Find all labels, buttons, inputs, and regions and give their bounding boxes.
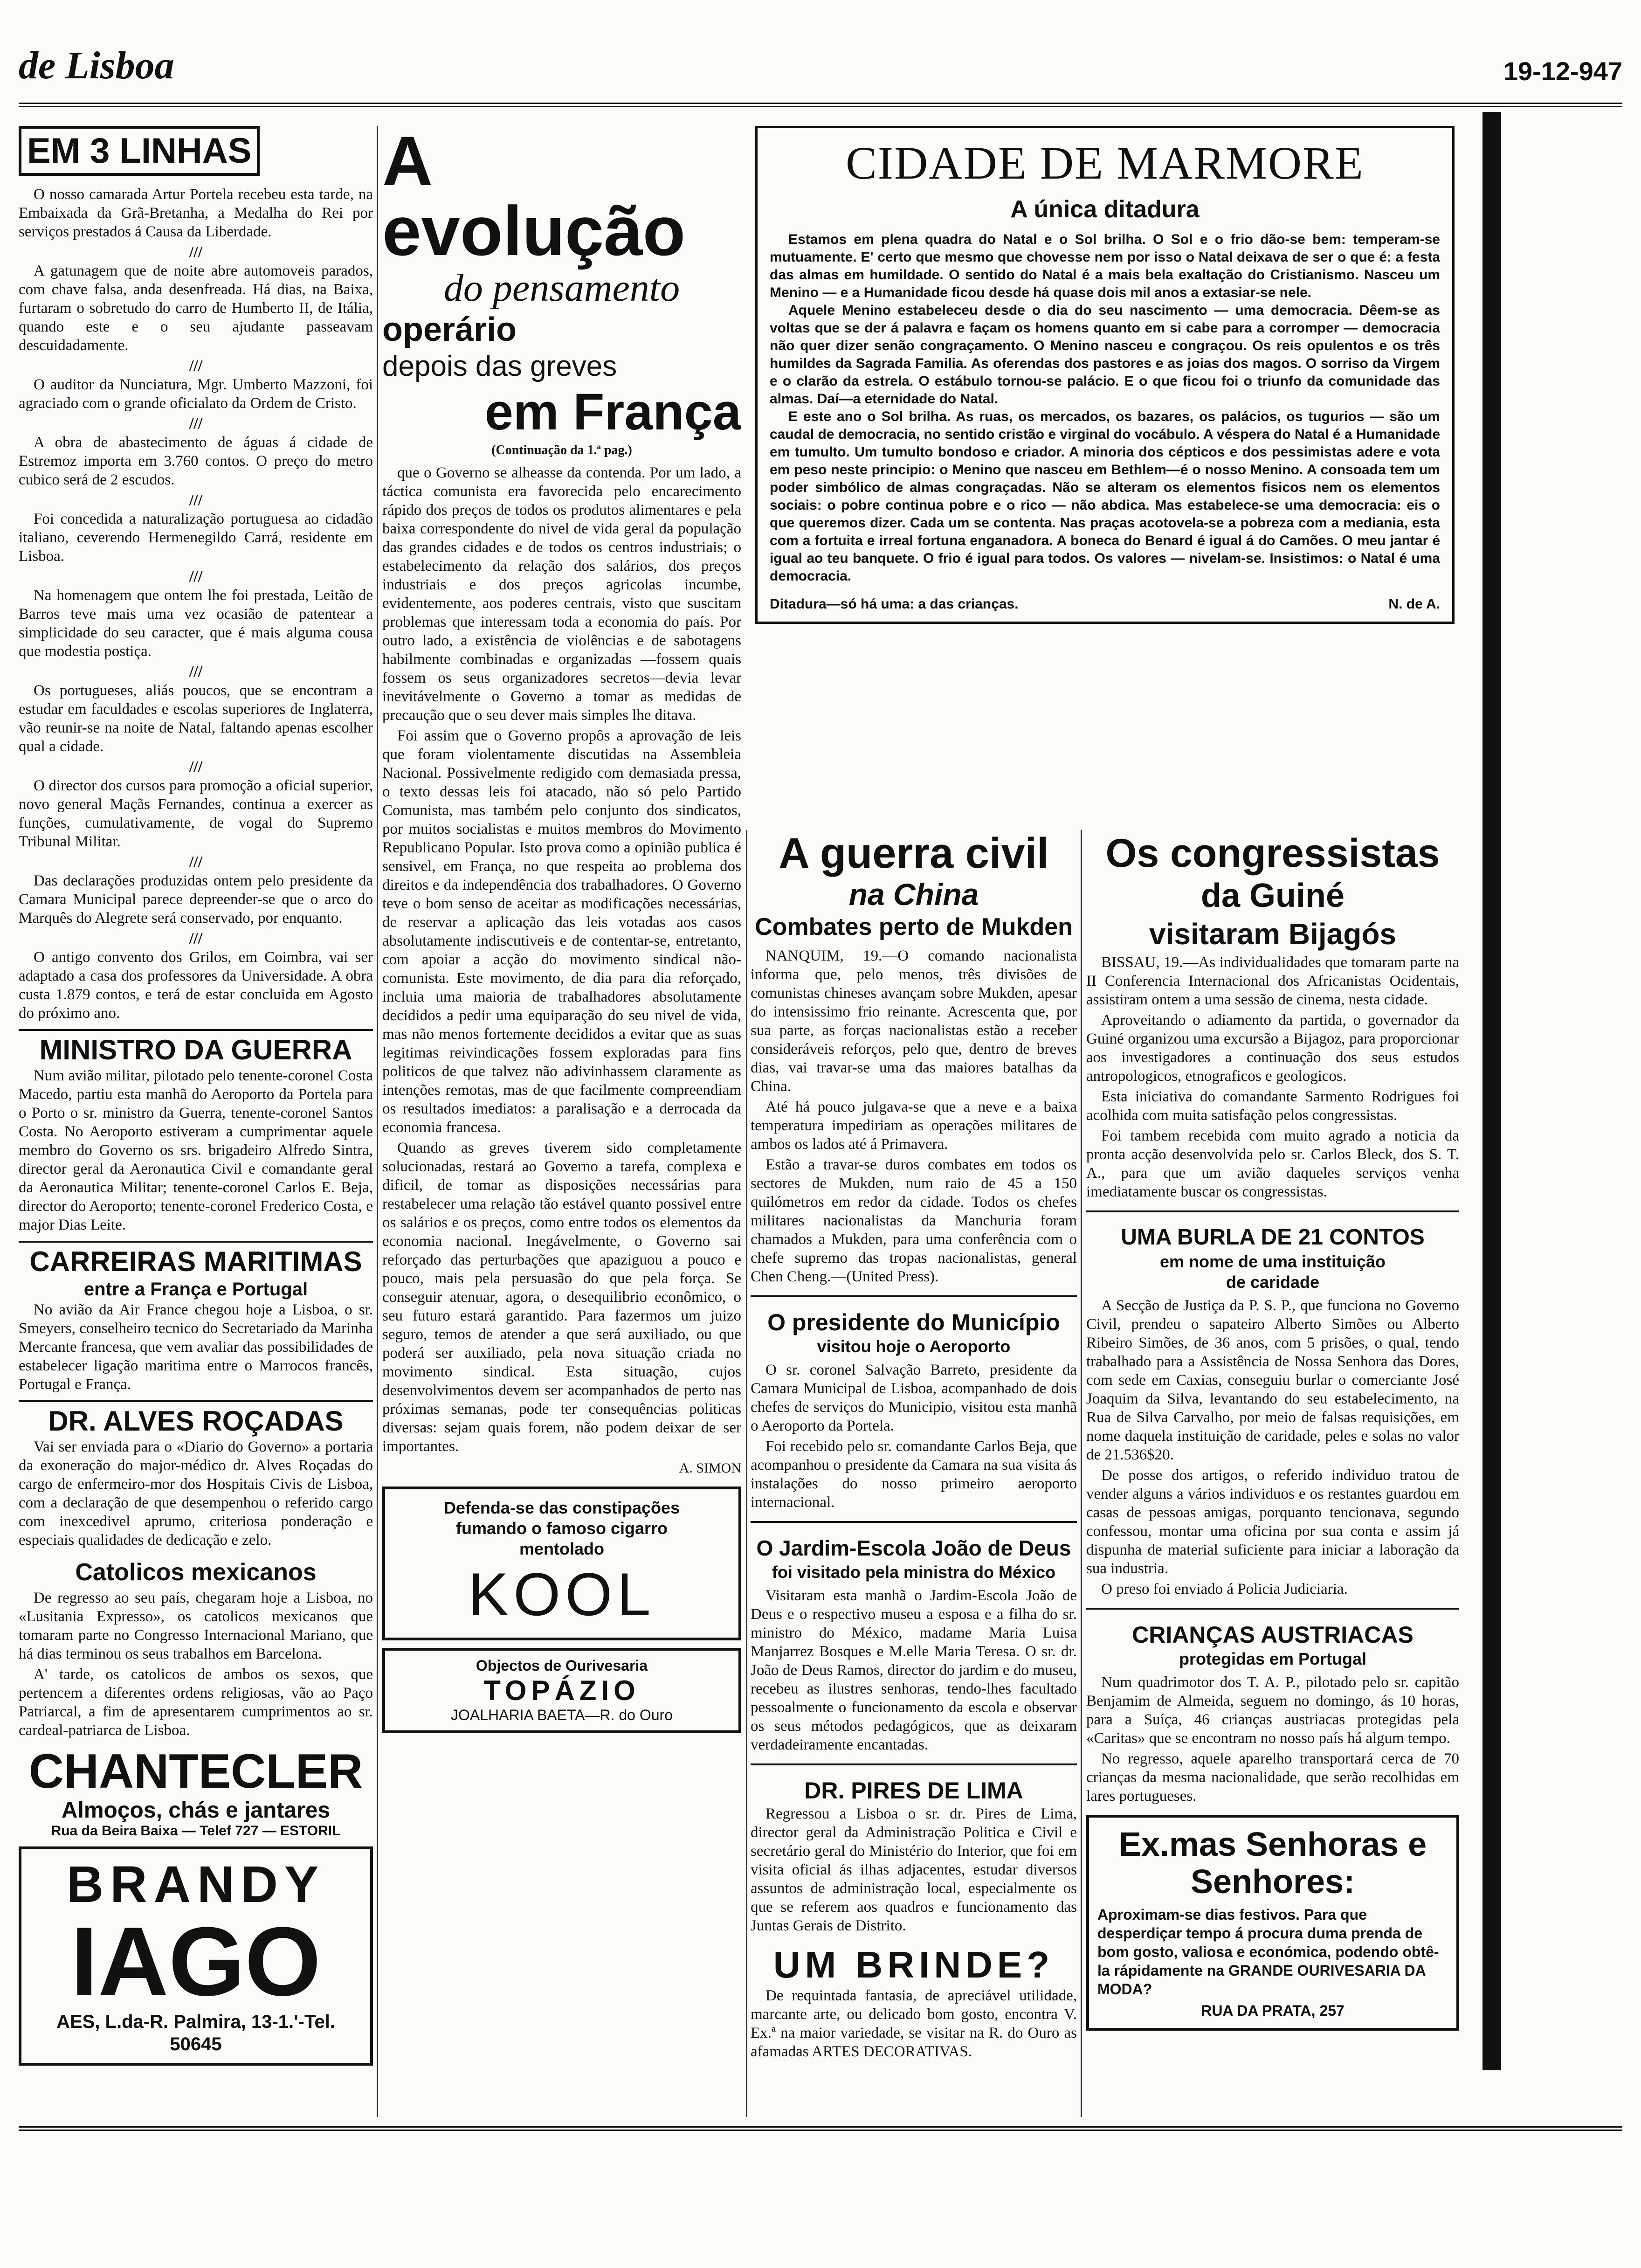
congressistas-paragraph-3: Esta iniciativa do comandante Sarmento Rodrigues foi acolhida com muita satisfação pelos congressistas. — [1086, 1088, 1459, 1124]
carreiras-subtitle: entre a França e Portugal — [83, 1279, 308, 1300]
continuation-note: (Continuação da 1.ª pag.) — [491, 443, 632, 457]
jardim-body: Visitaram esta manhã o Jardim-Escola João de Deus e o respectivo museu a esposa e a filha do sr. ministro do México, madame Maria Luisa Manjarrez Bosques e M.elle Maria Teresa. O sr. dr. João de Deus Ramos, director do jardim e do museu, recebeu as ilustres senhoras, tendo-lhes facultado pessoalmente o funcionamento da escola e observar os seus métodos pedagógicos, que as deixaram verdadeiramente encantadas. — [751, 1587, 1077, 1753]
criancas-subtitle: protegidas em Portugal — [1179, 1649, 1367, 1668]
evolucao-paragraph-1: que o Governo se alheasse da contenda. Por um lado, a táctica comunista era favorecida pelo encarecimento rápido dos preços de todos os produtos alimentares e pela baixa correspondente do nivel de vida geral da população das grandes cidades e de todos os centros industriais; o estabelecimento da relação dos salários, dos preços industriais e dos preços agricolas incumbe, evidentemente, aos poderes centrais, visto que suscitam problemas que interessam toda a economia do país. Por outro lado, a existência de violências e de sabotagens habilmente combinadas e organizadas —fossem quais fossem os seus organizadores secretos—devia levar inevitávelmente o Governo a tomar as medidas de precaução que o seu dever mais simples lhe ditava. — [382, 464, 741, 724]
ministro-title: MINISTRO DA GUERRA — [19, 1029, 373, 1066]
catolicos-title: Catolicos mexicanos — [75, 1559, 317, 1586]
guerra-paragraph-1: NANQUIM, 19.—O comando nacionalista informa que, pelo menos, três divisões de comunistas chineses avançam sobre Mukden, apesar do intensissimo frio reinante. Acrescenta que, por sua parte, as forças nacionalistas estão a receber consideráveis reforços, pelo que, dentro de breves dias, vai travar-se uma das maiores batalhas da China. — [751, 947, 1077, 1095]
brief-item: Das declarações produzidas ontem pelo presidente da Camara Municipal parece depreender-se que o arco do Marquês do Alegrete será conservado, por enquanto. — [19, 872, 373, 927]
evolucao-headline-2: do pensamento — [443, 266, 680, 310]
burla-paragraph-1: A Secção de Justiça da P. S. P., que funciona no Governo Civil, prendeu o sapateiro Alberto Simões ou Alberto Ribeiro Simões, de 36 anos, com 5 prisões, o qual, tendo trabalhado para a Assistência de Nossa Senhora das Dores, com sede em Caxias, conseguiu burlar o comerciante José Joaquim da Silva, levantando do seu estabelecimento, na Rua de Silva Carvalho, por meio de falsas requisições, em nome daquela instituição de caridade, peles e solas no valor de 21.536$20. — [1086, 1297, 1459, 1463]
burla-paragraph-3: O preso foi enviado á Policia Judiciaria. — [1101, 1581, 1348, 1597]
kool-line-3: mentolado — [519, 1539, 604, 1558]
brief-item: Na homenagem que ontem lhe foi prestada, Leitão de Barros teve mais uma vez ocasião de patentear a simplicidade do seu caracter, que é mais alguma cousa que modestia postiça. — [19, 587, 373, 660]
brief-item: A obra de abastecimento de águas á cidade de Estremoz importa em 3.760 contos. O preço do metro cubico será de 2 escudos. — [19, 434, 373, 488]
divider-1 — [377, 126, 378, 2117]
ourivesaria-body: Aproximam-se dias festivos. Para que desperdiçar tempo á procura duma prenda de bom gosto, valiosa e económica, podendo obtê-la rápidamente na GRANDE OURIVESARIA DA MODA? — [1097, 1906, 1439, 1998]
guerra-headline-1: A guerra civil — [779, 830, 1049, 877]
topazio-line-3: JOALHARIA BAETA—R. do Ouro — [450, 1707, 673, 1723]
congressistas-headline-3: visitaram Bijagós — [1149, 917, 1396, 951]
congressistas-paragraph-2: Aproveitando o adiamento da partida, o governador da Guiné organizou uma excursão a Bijagoz, para proporcionar aos investigadores a continuação dos seus estudos antropologicos, etnograficos e geologicos. — [1086, 1012, 1459, 1085]
catolicos-body-2: A' tarde, os catolicos de ambos os sexos, que pertencem a diferentes ordens religiosas, vão ao Paço Patriarcal, a fim de apresentarem cumprimentos ao sr. cardeal-patriarca de Lisboa. — [19, 1666, 373, 1739]
presidente-title: O presidente do Município — [767, 1309, 1060, 1335]
divider-2 — [746, 830, 747, 2117]
ourivesaria-ad — [1086, 1815, 1459, 2031]
alves-title: DR. ALVES ROÇADAS — [19, 1400, 373, 1438]
kool-line-1: Defenda-se das constipações — [443, 1498, 680, 1517]
brinde-title: UM BRINDE? — [773, 1944, 1055, 1985]
divider-3 — [1081, 830, 1082, 2117]
congressistas-headline-2: da Guiné — [1200, 877, 1345, 914]
item-separator: /// — [189, 758, 203, 775]
evolucao-headline-4: depois das greves — [382, 350, 617, 382]
presidente-subtitle: visitou hoje o Aeroporto — [817, 1337, 1011, 1356]
kool-ad — [382, 1487, 741, 1640]
guerra-headline-3: Combates perto de Mukden — [755, 913, 1073, 940]
congressistas-headline-1: Os congressistas — [1105, 831, 1440, 876]
item-separator: /// — [189, 930, 203, 947]
brinde-body: De requintada fantasia, de apreciável utilidade, marcante arte, ou delicado bom gosto, encontra V. Ex.ª na maior variedade, se visitar na R. do Ouro as afamadas ARTES DECORATIVAS. — [751, 1987, 1077, 2060]
brief-item: O antigo convento dos Grilos, em Coimbra, vai ser adaptado a casa dos professores da Universidade. A obra custa 1.879 contos, e terá de estar concluida em Agosto do próximo ano. — [19, 949, 373, 1022]
brief-item: Os portugueses, aliás poucos, que se encontram a estudar em faculdades e escolas superiores de Inglaterra, vão reunir-se na noite de Natal, faltando apenas escolher qual a cidade. — [19, 682, 373, 755]
item-separator: /// — [189, 853, 203, 871]
criancas-title: CRIANÇAS AUSTRIACAS — [1132, 1622, 1413, 1648]
presidente-body-1: O sr. coronel Salvação Barreto, presidente da Camara Municipal de Lisboa, acompanhado de dois chefes de serviços do Municipio, visitou esta manhã o Aeroporto da Portela. — [751, 1362, 1077, 1434]
evolucao-signature: A. SIMON — [679, 1460, 741, 1476]
rule-jardim — [751, 1521, 1077, 1523]
item-separator: /// — [189, 357, 203, 374]
brandy-ad — [19, 1846, 373, 2066]
item-separator: /// — [189, 243, 203, 261]
burla-title: UMA BURLA DE 21 CONTOS — [1121, 1225, 1425, 1250]
top-rule — [19, 103, 1622, 107]
jardim-subtitle: foi visitado pela ministra do México — [772, 1563, 1056, 1582]
topazio-line-1: Objectos de Ourivesaria — [476, 1657, 648, 1674]
topazio-name: TOPÁZIO — [483, 1675, 640, 1706]
criancas-body-2: No regresso, aquele aparelho transportará cerca de 70 crianças da mesma nacionalidade, que serão recolhidas em lares portugueses. — [1086, 1750, 1459, 1805]
masthead — [19, 37, 1622, 112]
congressistas-paragraph-4: Foi tambem recebida com muito agrado a noticia da pronta acção desenvolvida pelo sr. Carlos Bleck, dos S. T. A., para que um avião daqueles serviços venha imediatamente buscar os congressistas. — [1086, 1127, 1459, 1200]
cidade-paragraph-1: Estamos em plena quadra do Natal e o Sol brilha. O Sol e o frio dão-se bem: temperam-se mutuamente. E' certo que mesmo que chovesse nem por isso o Natal deixava de ser o que é: a festa das almas em humildade. O sentido do Natal é a mais bela exaltação do Cristianismo. Nasceu um Menino — e a Humanidade ficou desde há quase dois mil anos a extasiar-se nele. — [770, 232, 1440, 300]
alves-body: Vai ser enviada para o «Diario do Governo» a portaria da exoneração do major-médico dr. Alves Roçadas do cargo de enfermeiro-mor dos Hospitais Civis de Lisboa, com a declaração de que desempenhou o referido cargo com inexcedivel aprumo, criteriosa ponderação e especiais qualidades de dedicação e zelo. — [19, 1438, 373, 1549]
page-edge-bar — [1482, 112, 1501, 2070]
chantecler-name: CHANTECLER — [28, 1744, 363, 1798]
brief-item: O director dos cursos para promoção a oficial superior, novo general Maçãs Fernandes, continua a exercer as funções, cumulativamente, de vogal do Supremo Tribunal Militar. — [19, 777, 373, 850]
guerra-paragraph-3: Estão a travar-se duros combates em todos os sectores de Mukden, num raio de 45 a 150 quilómetros em redor da cidade. Todos os chefes militares nacionalistas da Manchuria foram chamados a Mukden, para uma conferência com o chefe supremo das tropas nacionalistas, general Chen Cheng.—(United Press). — [751, 1156, 1077, 1285]
item-separator: /// — [189, 415, 203, 432]
brandy-line-1: BRANDY — [66, 1856, 325, 1913]
brandy-line-2: IAGO — [70, 1907, 321, 2016]
chantecler-ad — [19, 1745, 373, 1839]
evolucao-headline-5: em França — [484, 383, 741, 441]
cidade-frame — [755, 126, 1455, 624]
rule-criancas — [1086, 1608, 1459, 1610]
cidade-de-marmore-box — [755, 126, 1455, 802]
em-3-linhas-title: EM 3 LINHAS — [19, 126, 260, 176]
item-separator: /// — [189, 663, 203, 680]
cidade-paragraph-2: Aquele Menino estabeleceu desde o dia do seu nascimento — uma democracia. Dêem-se as voltas que se der á palavra e façam os homens quanto em si cabe para a corromper — democracia não quer dizer senão congraçamento. O Menino nasceu e congraçou. Os reis opulentos e os três humildes da Sagrada Familia. As oferendas dos pastores e as joias dos magos. O sorriso da Virgem e o clarão da estrela. O estábulo tornou-se palácio. E o que ficou foi o triunfo da comunidade das almas. Daí—a eternidade do Natal. — [770, 303, 1440, 407]
rule-pires — [751, 1763, 1077, 1765]
congressistas-paragraph-1: BISSAU, 19.—As individualidades que tomaram parte na II Conferencia Internacional dos Africanistas Ocidentais, assistiram ontem a uma sessão de cinema, nesta cidade. — [1086, 954, 1459, 1008]
column-evolucao — [382, 126, 741, 2117]
rule-burla — [1086, 1210, 1459, 1212]
brandy-line-3: AES, L.da-R. Palmira, 13-1.'-Tel. 50645 — [56, 2012, 335, 2054]
evolucao-headline-3: operário — [382, 311, 517, 348]
ourivesaria-address: RUA DA PRATA, 257 — [1201, 2002, 1345, 2019]
ourivesaria-title: Ex.mas Senhoras e Senhores: — [1118, 1826, 1427, 1901]
chantecler-line-2: Rua da Beira Baixa — Telef 727 — ESTORIL — [51, 1823, 341, 1839]
burla-subtitle-2: de caridade — [1226, 1272, 1320, 1292]
ministro-body: Num avião militar, pilotado pelo tenente-coronel Costa Macedo, partiu esta manhã do Aeroporto da Portela para o Porto o sr. ministro da Guerra, tenente-coronel Santos Costa. No Aeroporto estiveram a cumprimentar aquele membro do Governo os srs. brigadeiro Alfredo Sintra, director geral da Aeronautica Civil e comandante geral da Aeronautica Militar; tenente-coronel Carlos E. Beja, director do Aeroporto; tenente-coronel Frederico Costa, e major Dias Leite. — [19, 1067, 373, 1233]
evolucao-paragraph-2: Foi assim que o Governo propôs a aprovação de leis que foram violentamente discutidas na Assembleia Nacional. Possivelmente redigido com demasiada pressa, o texto dessas leis foi atacado, não só pelo Partido Comunista, mas também pelo conjunto dos sindicatos, por muitos socialistas e muitos membros do Movimento Republicano Popular. Isto prova como a opinião publica é sensivel, em França, no que respeita ao problema dos direitos e da independência dos trabalhadores. O Governo teve o bom senso de aceitar as modificações necessárias, de reservar a aplicação das leis votadas aos casos absolutamente indiscutiveis e de contentar-se, entretanto, com apoiar a acção do movimento sindical não-comunista. Este movimento, de dia para dia reforçado, incluia uma maioria de trabalhadores absolutamente decididos a pedir uma equiparação do seu nivel de vida, mas não menos fortemente decididos a evitar que as suas legitimas reivindicações fossem exploradas para fins politicos de que talvez não adivinhassem claramente as intenções remotas, mas de que facilmente compreendiam os resultados imediatos: a paralisação e a derrocada da economia francesa. — [382, 727, 741, 1136]
column-china — [751, 830, 1077, 2117]
pires-title: DR. PIRES DE LIMA — [804, 1777, 1023, 1804]
presidente-body-2: Foi recebido pelo sr. comandante Carlos Beja, que acompanhou o presidente da Camara na sua visita ás instalações do nosso primeiro aeroporto internacional. — [751, 1438, 1077, 1511]
em-3-linhas-items — [19, 185, 373, 1023]
issue-date: 19-12-947 — [1503, 56, 1622, 86]
cidade-subtitle: A única ditadura — [1010, 196, 1200, 223]
newspaper-title: de Lisboa — [19, 44, 174, 87]
rule-presidente — [751, 1295, 1077, 1297]
bottom-rule — [19, 2126, 1622, 2131]
topazio-ad — [382, 1648, 741, 1733]
cidade-author: N. de A. — [1388, 596, 1440, 612]
pires-body: Regressou a Lisboa o sr. dr. Pires de Lima, director geral da Administração Politica e Civil e secretário geral do Ministério do Interior, que foi em visita oficial ás ilhas adjacentes, estudar diversos assuntos de administração local, especialmente os que se referem aos quadros e funcionamento das Juntas Gerais de Distrito. — [751, 1805, 1077, 1934]
burla-paragraph-2: De posse dos artigos, o referido individuo tratou de vender alguns a vários individuos e os restantes guardou em casas de pessoas amigas, porquanto tencionava, segundo confessou, montar uma oficina por sua conta e assim já dispunha de material suficiente para iniciar a laboração da sua industria. — [1086, 1467, 1459, 1577]
kool-line-2: fumando o famoso cigarro — [455, 1519, 668, 1538]
evolucao-headline-1: A evolução — [382, 126, 686, 270]
column-guine — [1086, 830, 1459, 2117]
carreiras-title: CARREIRAS MARITIMAS — [19, 1241, 373, 1278]
catolicos-body-1: De regresso ao seu país, chegaram hoje a Lisboa, no «Lusitania Expresso», os catolicos mexicanos que tomaram parte no Congresso Internacional Mariano, que há dias terminou os seus trabalhos em Barcelona. — [19, 1590, 373, 1662]
chantecler-line-1: Almoços, chás e jantares — [61, 1798, 331, 1823]
criancas-body-1: Num quadrimotor dos T. A. P., pilotado pelo sr. capitão Benjamim de Almeida, seguem no domingo, ás 10 horas, para a Suíça, 46 crianças austriacas protegidas pela «Caritas» que se encontram no nosso país há algum tempo. — [1086, 1674, 1459, 1747]
cidade-closing-line: Ditadura—só há uma: a das crianças. — [770, 596, 1019, 612]
jardim-title: O Jardim-Escola João de Deus — [756, 1536, 1071, 1560]
brief-item: O auditor da Nunciatura, Mgr. Umberto Mazzoni, foi agraciado com o grande oficialato da Ordem de Cristo. — [19, 376, 373, 412]
cidade-paragraph-3: E este ano o Sol brilha. As ruas, os mercados, os bazares, os palácios, os tugurios — são um caudal de democracia, no sentido cristão e virginal do vocábulo. A véspera do Natal é a Humanidade em tumulto. Um tumulto bondoso e criador. A minoria dos cépticos e dos pessimistas adere e vota em peso neste principio: o Menino que nasceu em Bethlem—é o nosso Menino. A consoada tem um poder simbólico de almas congraçadas. Não se alteram os elementos fisicos nem os elementos sociais: o pobre continua pobre e o rico — não abdica. Mas estabelece-se uma democracia: eis o que queremos dizer. Cada um se contenta. Nas praças acotovela-se a pobreza com a mediania, esta com a fortuita e irreal fortuna enganadora. A boneca do Benard é igual á do Camões. O meu jantar é igual ao teu banquete. O frio é igual para todos. Os valores — nivelam-se. Insistimos: o Natal é uma democracia. — [770, 409, 1440, 584]
evolucao-paragraph-3: Quando as greves tiverem sido completamente solucionadas, restará ao Governo a tarefa, complexa e dificil, de tomar as disposições necessárias para restabelecer uma relação tão estável quanto possivel entre os salários e os preços, como entre todos os elementos da economia nacional. Inegávelmente, o Governo sai reforçado das perturbações que apaziguou a pouco e pouco, mais pela persuasão do que pela força. Se conseguir atenuar, agora, o desequilibrio econômico, o seu futuro estará garantido. Para fazermos um juizo seguro, temos de atender a que será auxiliado, ou que poderá ser auxiliado, pela nova situação criada no movimento sindical. Esta situação, cujos desenvolvimentos devem ser acompanhados de perto nas próximas semanas, pode ter consequências politicas diversas: sejam quais forem, não podem deixar de ser importantes. — [382, 1140, 741, 1455]
carreiras-body: No avião da Air France chegou hoje a Lisboa, o sr. Smeyers, conselheiro tecnico do Secretariado da Marinha Mercante francesa, que vem avaliar das possibilidades de estabelecer ligação maritima entre o Marrocos francês, Portugal e França. — [19, 1301, 373, 1393]
brief-item: O nosso camarada Artur Portela recebeu esta tarde, na Embaixada da Grã-Bretanha, a Medalha do Rei por serviços prestados á Causa da Liberdade. — [19, 186, 373, 240]
guerra-headline-2: na China — [848, 877, 979, 912]
cidade-closing — [770, 596, 1440, 612]
brief-item: Foi concedida a naturalização portuguesa ao cidadão italiano, ceverendo Hermenegildo Carrá, residente em Lisboa. — [19, 511, 373, 565]
burla-subtitle-1: em nome de uma instituição — [1159, 1252, 1386, 1271]
column-em-3-linhas — [19, 126, 373, 2117]
item-separator: /// — [189, 491, 203, 509]
kool-brand: KOOL — [468, 1560, 655, 1628]
item-separator: /// — [189, 568, 203, 585]
guerra-paragraph-2: Até há pouco julgava-se que a neve e a baixa temperatura impediriam as operações militares de ambos os lados até á Primavera. — [751, 1099, 1077, 1153]
brief-item: A gatunagem que de noite abre automoveis parados, com chave falsa, anda desenfreada. Há dias, na Baixa, furtaram o sobretudo do carro de Humberto II, de Itália, quando este e o seu ajudante passeavam descuidadamente. — [19, 263, 373, 354]
cidade-title: CIDADE DE MARMORE — [846, 137, 1364, 189]
